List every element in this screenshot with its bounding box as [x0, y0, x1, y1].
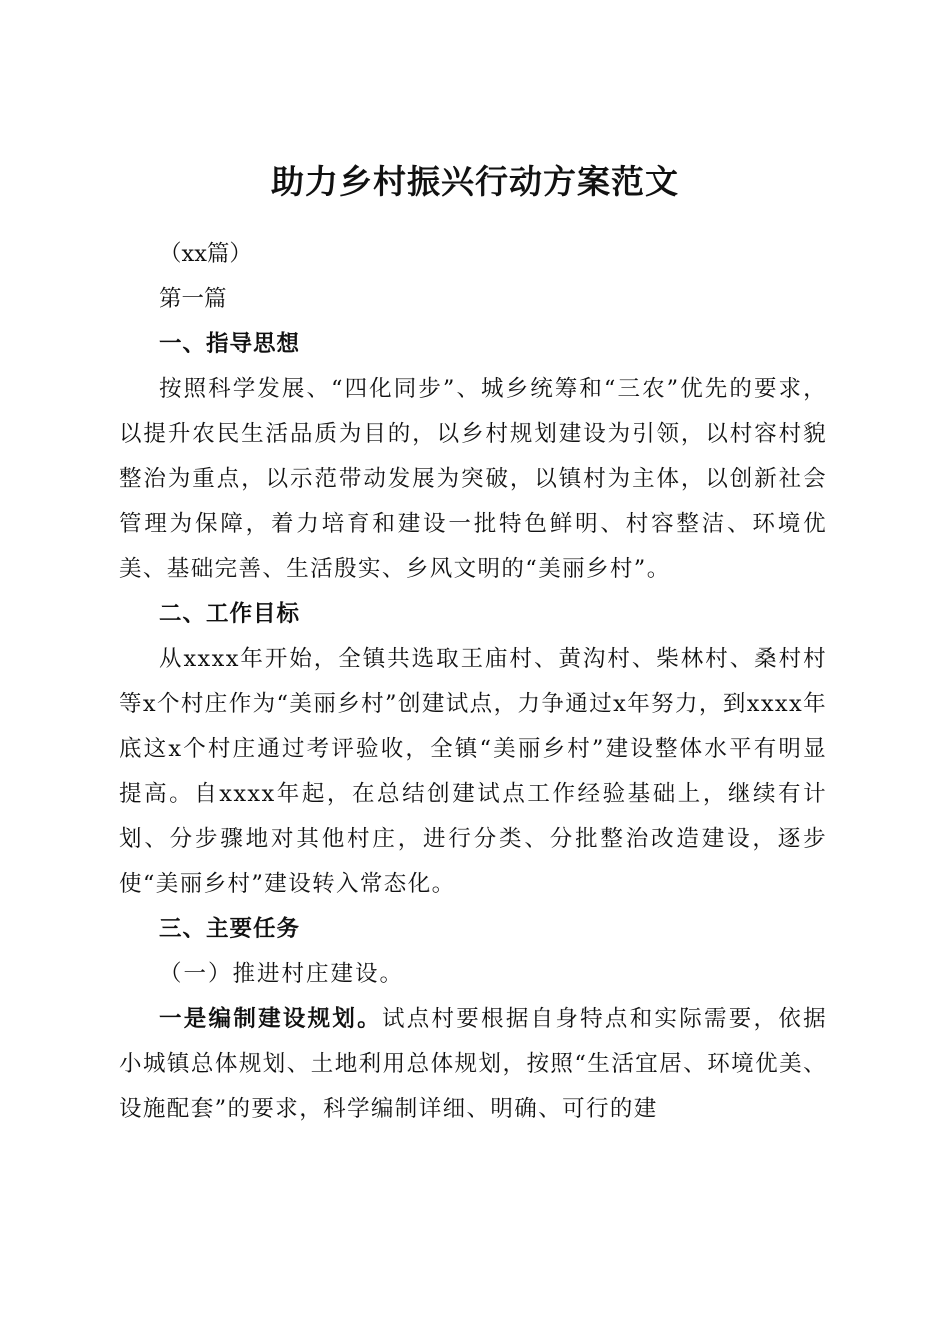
- section-heading-guiding-ideology: 一、指导思想: [159, 331, 301, 357]
- count-note: （xx篇）: [159, 241, 252, 267]
- subsection-heading-village-construction: （一）推进村庄建设。: [159, 961, 405, 987]
- paragraph-task-planning: [119, 997, 827, 1132]
- document-title: 助力乡村振兴行动方案范文: [271, 162, 679, 202]
- document-body: [119, 232, 827, 1132]
- section-heading-work-goals: 二、工作目标: [159, 601, 301, 627]
- section-heading-main-tasks: 三、主要任务: [159, 916, 301, 942]
- paragraph-guiding-ideology: 按照科学发展、“四化同步”、城乡统筹和“三农”优先的要求，以提升农民生活品质为目的，以乡村规划建设为引领，以村容村貌整治为重点，以示范带动发展为突破，以镇村为主体，以创新社会管理为保障，着力培育和建设一批特色鲜明、村容整洁、环境优美、基础完善、生活殷实、乡风文明的“美丽乡村”。: [119, 376, 827, 582]
- chapter-label: 第一篇: [159, 286, 227, 312]
- paragraph-work-goals: 从xxxx年开始，全镇共选取王庙村、黄沟村、柴林村、桑村村等x个村庄作为“美丽乡村”创建试点，力争通过x年努力，到xxxx年底这x个村庄通过考评验收，全镇“美丽乡村”建设整体水平有明显提高。自xxxx年起，在总结创建试点工作经验基础上，继续有计划、分步骤地对其他村庄，进行分类、分批整治改造建设，逐步使“美丽乡村”建设转入常态化。: [119, 646, 827, 897]
- task-body-text: 试点村要根据自身特点和实际需要，依据小城镇总体规划、土地利用总体规划，按照“生活宜居、环境优美、设施配套”的要求，科学编制详细、明确、可行的建: [119, 1006, 828, 1122]
- task-lead-text: 一是编制建设规划。: [159, 1006, 382, 1032]
